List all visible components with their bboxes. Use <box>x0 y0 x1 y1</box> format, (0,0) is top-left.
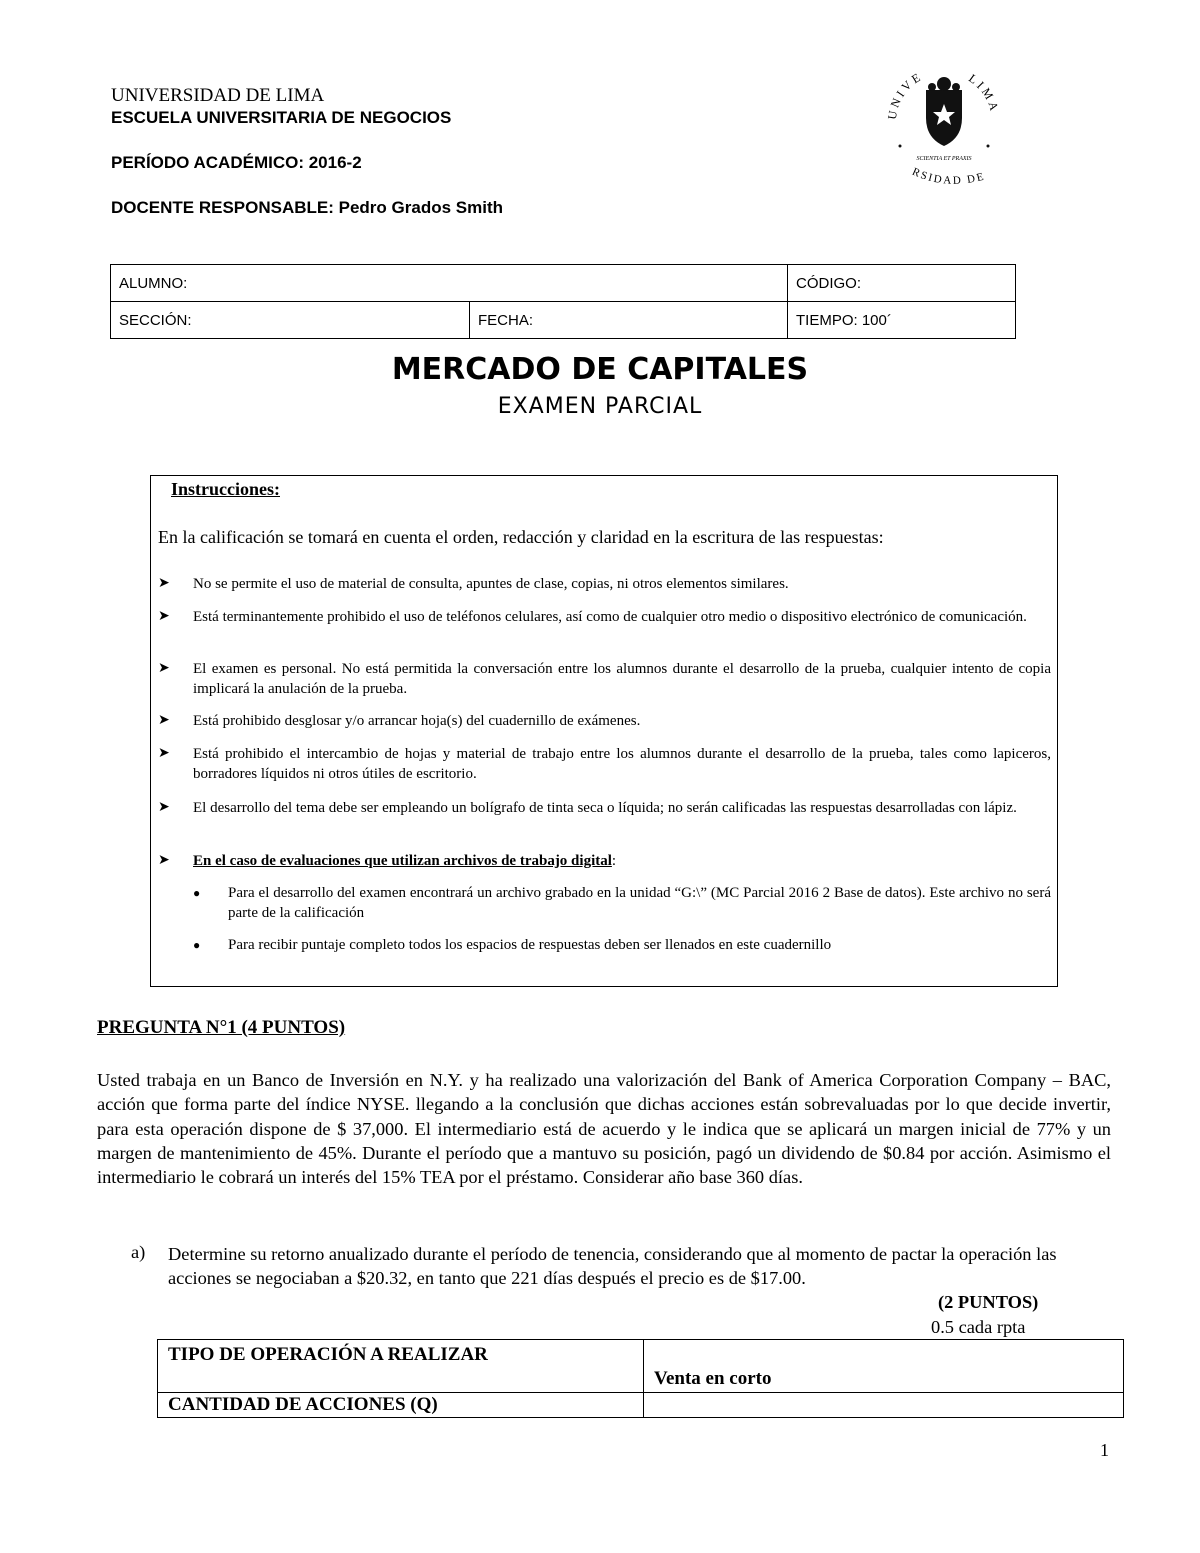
svg-text:LIMA: LIMA <box>966 71 1003 115</box>
digital-files-heading: En el caso de evaluaciones que utilizan archivos de trabajo digital <box>193 853 612 869</box>
table-row <box>158 1340 1124 1393</box>
alumno-field[interactable]: ALUMNO: <box>111 265 788 302</box>
rule-item-digital: ➤ En el caso de evaluaciones que utilizan archivos de trabajo digital: <box>158 853 617 869</box>
tiempo-field: TIEMPO: 100´ <box>788 302 1016 339</box>
part-a-points: (2 PUNTOS) <box>938 1292 1039 1312</box>
instructions-title: Instrucciones: <box>171 479 280 499</box>
arrow-bullet-icon: ➤ <box>158 661 170 676</box>
arrow-bullet-icon: ➤ <box>158 713 170 728</box>
digital-sub-item: ● Para el desarrollo del examen encontrará un archivo grabado en la unidad “G:\” (MC Parcial 2016 2 Base de datos). Este archivo no será parte de la calificación <box>193 885 1051 921</box>
rule-item: ➤ El examen es personal. No está permitida la conversación entre los alumnos durante el desarrollo de la prueba, cualquier intento de copia implicará la anulación de la prueba. <box>158 661 1051 697</box>
exam-subtitle: EXAMEN PARCIAL <box>497 394 703 419</box>
school-name: ESCUELA UNIVERSITARIA DE NEGOCIOS <box>111 108 452 127</box>
responsible-teacher: DOCENTE RESPONSABLE: Pedro Grados Smith <box>111 198 503 217</box>
university-name: UNIVERSIDAD DE LIMA <box>111 85 325 106</box>
svg-text:UNIVE: UNIVE <box>884 68 926 121</box>
answer-label: CANTIDAD DE ACCIONES (Q) <box>158 1393 644 1418</box>
codigo-field[interactable]: CÓDIGO: <box>788 265 1016 302</box>
answer-value[interactable]: Venta en corto <box>644 1340 1124 1393</box>
part-a-letter: a) <box>131 1242 146 1262</box>
rule-item: ➤ Está prohibido el intercambio de hojas y material de trabajo entre los alumnos durante el desarrollo de la prueba, tales como lapiceros, borradores líquidos ni otros útiles de escritorio. <box>158 746 1051 782</box>
dot-bullet-icon: ● <box>193 886 201 900</box>
fecha-field[interactable]: FECHA: <box>470 302 788 339</box>
dot-bullet-icon: ● <box>193 938 201 952</box>
answer-table <box>157 1339 1124 1418</box>
svg-text:RSIDAD DE: RSIDAD DE <box>910 165 987 187</box>
arrow-bullet-icon: ➤ <box>158 853 170 868</box>
seccion-field[interactable]: SECCIÓN: <box>111 302 470 339</box>
part-a-text: Determine su retorno anualizado durante el período de tenencia, considerando que al momento de pactar la operación las acciones se negociaban a $20.32, en tanto que 221 días después el precio es de $17.00. <box>168 1244 1057 1289</box>
answer-value[interactable] <box>644 1393 1124 1418</box>
rule-item: ➤ No se permite el uso de material de consulta, apuntes de clase, copias, ni otros elementos similares. <box>158 576 789 592</box>
table-row <box>158 1393 1124 1418</box>
svg-text:SCIENTIA ET PRAXIS: SCIENTIA ET PRAXIS <box>916 156 972 162</box>
answer-label: TIPO DE OPERACIÓN A REALIZAR <box>158 1340 644 1393</box>
rule-item: ➤ El desarrollo del tema debe ser empleando un bolígrafo de tinta seca o líquida; no serán calificadas las respuestas desarrolladas con lápiz. <box>158 800 1017 816</box>
part-a-points-each: 0.5 cada rpta <box>931 1317 1026 1337</box>
university-seal-logo <box>880 60 1008 192</box>
question-1-title: PREGUNTA N°1 (4 PUNTOS) <box>97 1017 346 1038</box>
rule-item: ➤ Está prohibido desglosar y/o arrancar hoja(s) del cuadernillo de exámenes. <box>158 713 641 729</box>
instructions-intro: En la calificación se tomará en cuenta el orden, redacción y claridad en la escritura de las respuestas: <box>158 527 884 547</box>
arrow-bullet-icon: ➤ <box>158 609 170 624</box>
exam-title: MERCADO DE CAPITALES <box>391 352 809 387</box>
question-1-body: Usted trabaja en un Banco de Inversión en N.Y. y ha realizado una valorización del Bank of America Corporation Company – BAC, acción que forma parte del índice NYSE. llegando a la conclusión que dichas acciones están sobrevaluadas por lo que decide invertir, para esta operación dispone de $ 37,000. El intermediario está de acuerdo y le indica que se aplicará un margen inicial de 77% y un margen de mantenimiento de 45%. Durante el período que a mantuvo su posición, pagó un dividendo de $0.84 por acción. Asimismo el intermediario le cobrará un interés del 15% TEA por el préstamo. Considerar año base 360 días. <box>97 1070 1111 1188</box>
page-number: 1 <box>1100 1440 1109 1460</box>
arrow-bullet-icon: ➤ <box>158 746 170 761</box>
arrow-bullet-icon: ➤ <box>158 576 170 591</box>
arrow-bullet-icon: ➤ <box>158 800 170 815</box>
digital-sub-item: ● Para recibir puntaje completo todos los espacios de respuestas deben ser llenados en este cuadernillo <box>193 937 832 953</box>
rule-item: ➤ Está terminantemente prohibido el uso de teléfonos celulares, así como de cualquier otro medio o dispositivo electrónico de comunicación. <box>158 609 1027 625</box>
student-info-table <box>110 264 1016 339</box>
academic-period: PERÍODO ACADÉMICO: 2016-2 <box>111 153 362 172</box>
